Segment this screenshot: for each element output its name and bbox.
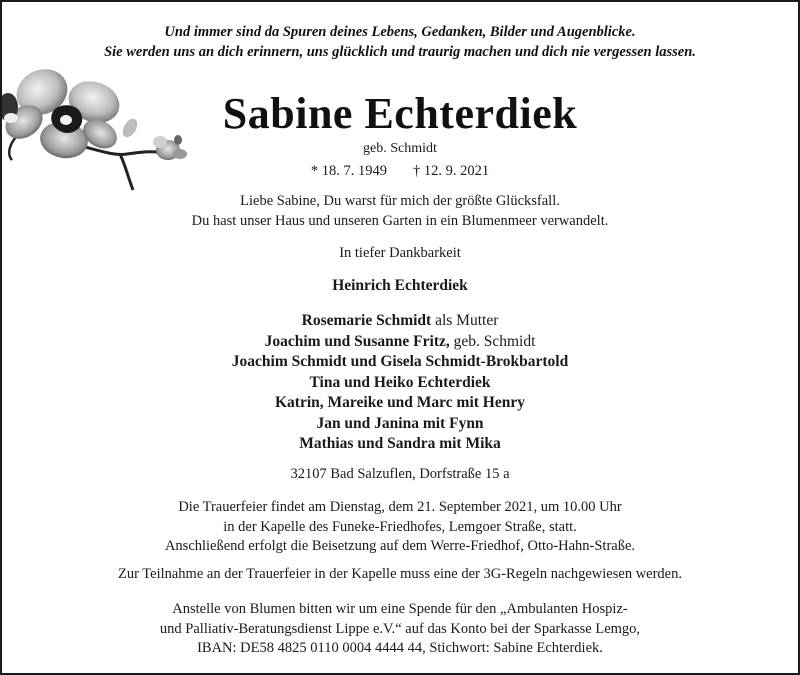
family-member-name: Joachim und Susanne Fritz, xyxy=(264,332,450,350)
family-member-name: Rosemarie Schmidt xyxy=(301,312,432,329)
family-member xyxy=(0,352,800,373)
family-member-name: Tina und Heiko Echterdiek xyxy=(309,373,491,391)
maiden-name: geb. Schmidt xyxy=(363,141,437,156)
service-line: in der Kapelle des Funeke-Friedhofes, Lemgoer Straße, statt. xyxy=(223,518,577,535)
family-member-name: Mathias und Sandra mit Mika xyxy=(299,435,501,452)
family-member xyxy=(0,434,800,455)
donation-line: Anstelle von Blumen bitten wir um eine Spende für den „Ambulanten Hospiz- xyxy=(172,601,628,617)
family-member xyxy=(0,311,800,332)
donation-line: IBAN: DE58 4825 0110 0004 4444 44, Stichwort: Sabine Echterdiek. xyxy=(197,640,603,656)
service-line: Anschließend erfolgt die Beisetzung auf dem Werre-Friedhof, Otto-Hahn-Straße. xyxy=(164,538,636,554)
service-line: Die Trauerfeier findet am Dienstag, dem 21. September 2021, um 10.00 Uhr xyxy=(178,499,622,515)
life-dates xyxy=(0,161,800,181)
family-member xyxy=(0,332,800,353)
motto-line: Und immer sind da Spuren deines Lebens, Gedanken, Bilder und Augenblicke. xyxy=(164,24,636,40)
family-member xyxy=(0,393,800,414)
farewell-text xyxy=(0,192,800,231)
donation-text xyxy=(0,600,800,659)
deceased-name: Sabine Echterdiek xyxy=(222,89,578,138)
motto-line: Sie werden uns an dich erinnern, uns glücklich und traurig machen und dich nie vergessen lassen. xyxy=(104,44,696,60)
family-list xyxy=(0,311,800,455)
family-member-name: Joachim Schmidt und Gisela Schmidt-Brokbartold xyxy=(231,353,569,370)
funeral-service-text xyxy=(0,498,800,557)
donation-line: und Palliativ-Beratungsdienst Lippe e.V.“ auf das Konto bei der Sparkasse Lemgo, xyxy=(159,620,641,637)
gratitude-text: In tiefer Dankbarkeit xyxy=(339,245,461,261)
birth-date: * 18. 7. 1949 xyxy=(310,163,387,179)
family-member-name: Jan und Janina mit Fynn xyxy=(316,414,484,432)
family-member-name: Katrin, Mareike und Marc mit Henry xyxy=(275,394,525,411)
motto-quote xyxy=(0,22,800,62)
address-text: 32107 Bad Salzuflen, Dorfstraße 15 a xyxy=(290,466,510,482)
family-member xyxy=(0,373,800,394)
farewell-line: Du hast unser Haus und unseren Garten in ein Blumenmeer verwandelt. xyxy=(191,212,609,229)
attendance-rule-text: Zur Teilnahme an der Trauerfeier in der Kapelle muss eine der 3G-Regeln nachgewiesen werden. xyxy=(117,566,682,582)
husband-name: Heinrich Echterdiek xyxy=(332,277,468,294)
family-member-note: als Mutter xyxy=(431,312,499,329)
death-date: † 12. 9. 2021 xyxy=(413,163,490,179)
farewell-line: Liebe Sabine, Du warst für mich der größte Glücksfall. xyxy=(240,193,560,209)
family-member-note: geb. Schmidt xyxy=(449,332,536,350)
family-member xyxy=(0,414,800,435)
